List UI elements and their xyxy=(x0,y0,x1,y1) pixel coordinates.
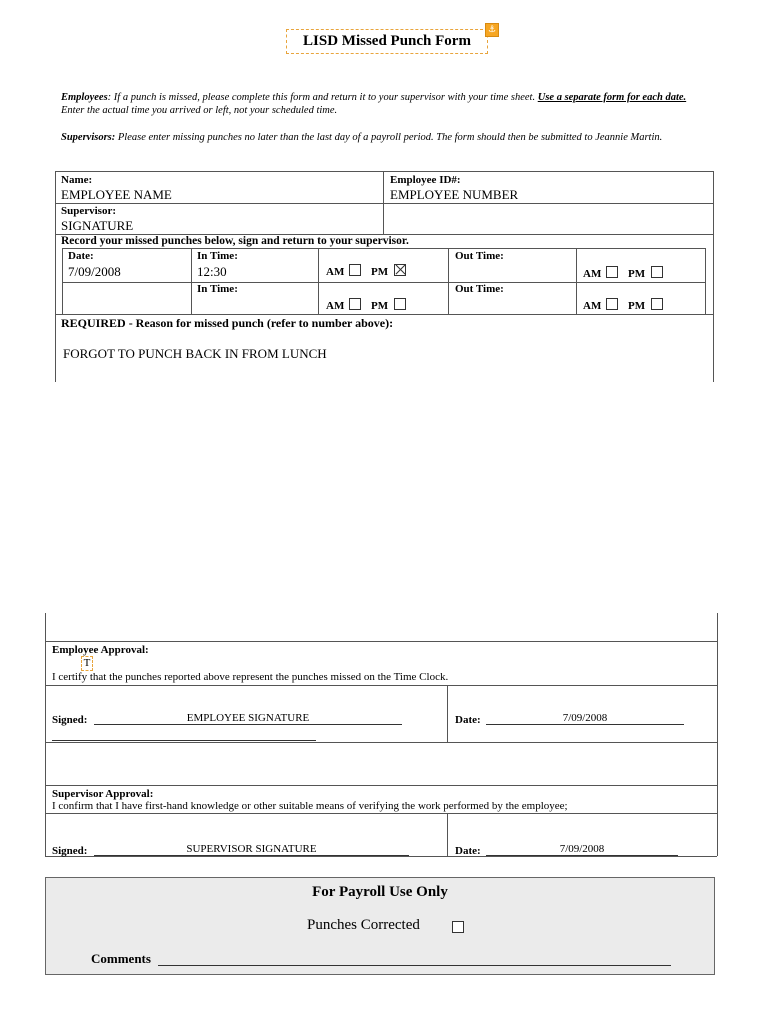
employee-date-field[interactable]: 7/09/2008 xyxy=(486,712,684,725)
date-label: Date: xyxy=(68,250,94,262)
payroll-heading: For Payroll Use Only xyxy=(312,884,448,900)
employee-certify-text: I certify that the punches reported above represent the punches missed on the Time Clock. xyxy=(52,671,449,683)
employee-id-label: Employee ID#: xyxy=(390,174,461,186)
in-pm-checkbox-2[interactable] xyxy=(394,298,406,310)
in-pm-checkbox[interactable] xyxy=(394,264,406,276)
employee-id-field[interactable]: EMPLOYEE NUMBER xyxy=(390,187,519,202)
employee-date-label: Date: xyxy=(455,714,481,726)
out-am-label-2: AM xyxy=(583,300,602,312)
in-am-checkbox[interactable] xyxy=(349,264,361,276)
supervisors-label: Supervisors: xyxy=(61,132,116,143)
anchor-icon[interactable]: ⚓ xyxy=(485,23,499,37)
employees-label: Employees xyxy=(61,92,108,103)
supervisor-confirm-text: I confirm that I have first-hand knowledge or other suitable means of verifying the work performed by the employee; xyxy=(52,800,568,812)
required-heading xyxy=(61,316,393,331)
supervisor-date-label: Date: xyxy=(455,845,481,857)
text-cursor-marker[interactable]: T xyxy=(81,656,93,671)
supervisor-approval-label: Supervisor Approval: xyxy=(52,788,154,800)
reason-field[interactable]: FORGOT TO PUNCH BACK IN FROM LUNCH xyxy=(63,346,327,361)
employees-instructions xyxy=(61,91,691,117)
in-pm-label-2: PM xyxy=(371,300,389,312)
out-time-label-2: Out Time: xyxy=(455,283,504,295)
out-time-label: Out Time: xyxy=(455,250,504,262)
in-am-label: AM xyxy=(326,266,345,278)
form-title: LISD Missed Punch Form xyxy=(286,29,488,54)
out-pm-label: PM xyxy=(628,268,646,280)
in-time-field[interactable]: 12:30 xyxy=(197,264,227,279)
out-pm-checkbox-2[interactable] xyxy=(651,298,663,310)
supervisor-label: Supervisor: xyxy=(61,205,116,217)
out-am-checkbox[interactable] xyxy=(606,266,618,278)
out-am-label: AM xyxy=(583,268,602,280)
punches-corrected-label: Punches Corrected xyxy=(307,917,420,933)
employee-approval-label: Employee Approval: xyxy=(52,644,149,656)
punches-corrected-checkbox[interactable] xyxy=(452,921,464,933)
out-pm-checkbox[interactable] xyxy=(651,266,663,278)
name-field[interactable]: EMPLOYEE NAME xyxy=(61,187,172,202)
supervisor-signed-label: Signed: xyxy=(52,845,88,857)
employee-signed-label: Signed: xyxy=(52,714,88,726)
in-am-checkbox-2[interactable] xyxy=(349,298,361,310)
in-time-label-2: In Time: xyxy=(197,283,238,295)
separate-form-emphasis: Use a separate form for each date. xyxy=(537,92,687,103)
supervisor-field[interactable]: SIGNATURE xyxy=(61,218,134,233)
supervisor-signature-field[interactable]: SUPERVISOR SIGNATURE xyxy=(94,843,409,856)
in-time-label: In Time: xyxy=(197,250,238,262)
comments-field[interactable] xyxy=(158,965,671,966)
employee-signature-field[interactable]: EMPLOYEE SIGNATURE xyxy=(94,712,402,725)
required-text: - Reason for missed punch (refer to number above): xyxy=(125,316,394,330)
supervisor-date-field[interactable]: 7/09/2008 xyxy=(486,843,678,856)
supervisors-text: Please enter missing punches no later than the last day of a payroll period. The form should then be submitted to Jeannie Martin. xyxy=(115,132,663,143)
name-label: Name: xyxy=(61,174,93,186)
out-am-checkbox-2[interactable] xyxy=(606,298,618,310)
in-pm-label: PM xyxy=(371,266,389,278)
employees-text: : If a punch is missed, please complete this form and return it to your supervisor with your time sheet. xyxy=(107,92,538,103)
in-am-label-2: AM xyxy=(326,300,345,312)
employees-text-2: Enter the actual time you arrived or left, not your scheduled time. xyxy=(61,105,338,116)
required-label: REQUIRED xyxy=(61,316,126,330)
date-field[interactable]: 7/09/2008 xyxy=(68,264,121,279)
record-instruction: Record your missed punches below, sign and return to your supervisor. xyxy=(61,235,409,247)
comments-label: Comments xyxy=(91,951,151,966)
supervisors-instructions xyxy=(61,131,691,144)
out-pm-label-2: PM xyxy=(628,300,646,312)
